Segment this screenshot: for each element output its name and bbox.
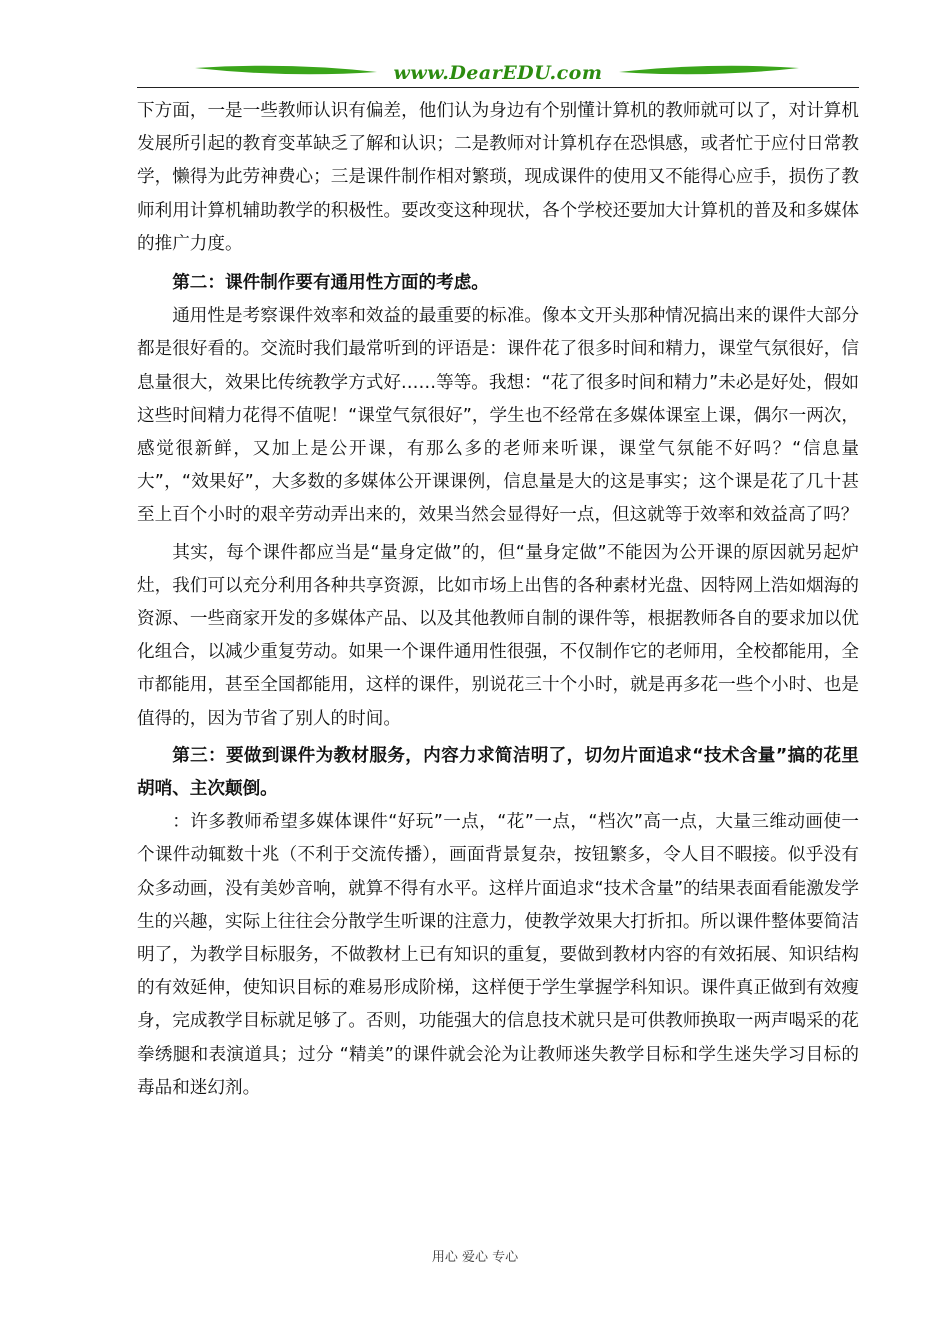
- header-divider: [137, 87, 859, 88]
- paragraph-2: 通用性是考察课件效率和效益的最重要的标准。像本文开头那种情况搞出来的课件大部分都是很好看的。交流时我们最常听到的评语是：课件花了很多时间和精力，课堂气氛很好，信息量很大，效果比传统教学方式好……等等。我想：“花了很多时间和精力”未必是好处，假如这些时间精力花得不值呢！“课堂气氛很好”，学生也不经常在多媒体课室上课，偶尔一两次，感觉很新鲜，又加上是公开课，有那么多的老师来听课，课堂气氛能不好吗？“信息量大”，“效果好”，大多数的多媒体公开课课例，信息量是大的这是事实；这个课是花了几十甚至上百个小时的艰辛劳动弄出来的，效果当然会显得好一点，但这就等于效率和效益高了吗？: [137, 306, 859, 526]
- paragraph-4: ：许多教师希望多媒体课件“好玩”一点，“花”一点，“档次”高一点，大量三维动画使一个课件动辄数十兆（不利于交流传播），画面背景复杂，按钮繁多，令人目不暇接。似乎没有众多动画，没有美妙音响，就算不得有水平。这样片面追求“技术含量”的结果表面看能激发学生的兴趣，实际上往往会分散学生听课的注意力，使教学效果大打折扣。所以课件整体要简洁明了，为教学目标服务，不做教材上已有知识的重复，要做到教材内容的有效拓展、知识结构的有效延伸，使知识目标的难易形成阶梯，这样便于学生掌握学科知识。课件真正做到有效瘦身，完成教学目标就足够了。否则，功能强大的信息技术就只是可供教师换取一两声喝采的花拳绣腿和表演道具；过分 “精美”的课件就会沦为让教师迷失教学目标和学生迷失学习目标的毒品和迷幻剂。: [137, 812, 859, 1098]
- page-footer: 用心 爱心 专心: [431, 1250, 519, 1265]
- section-heading-3: 第三：要做到课件为教材服务，内容力求简洁明了，切勿片面追求“技术含量”搞的花里胡哨、主次颠倒。: [137, 745, 859, 800]
- document-body: [137, 95, 859, 1105]
- section-heading-2: 第二：课件制作要有通用性方面的考虑。: [172, 273, 489, 294]
- paragraph-3: 其实，每个课件都应当是“量身定做”的，但“量身定做”不能因为公开课的原因就另起炉灶，我们可以充分利用各种共享资源，比如市场上出售的各种素材光盘、因特网上浩如烟海的资源、一些商家开发的多媒体产品、以及其他教师自制的课件等，根据教师各自的要求加以优化组合，以减少重复劳动。如果一个课件通用性很强，不仅制作它的老师用，全校都能用，全市都能用，甚至全国都能用，这样的课件，别说花三十个小时，就是再多花一些个小时、也是值得的，因为节省了别人的时间。: [137, 542, 859, 729]
- paragraph-1: 下方面，一是一些教师认识有偏差，他们认为身边有个别懂计算机的教师就可以了，对计算机发展所引起的教育变革缺乏了解和认识；二是教师对计算机存在恐惧感，或者忙于应付日常教学，懒得为此劳神费心；三是课件制作相对繁琐，现成课件的使用又不能得心应手，损伤了教师利用计算机辅助教学的积极性。要改变这种现状，各个学校还要加大计算机的普及和多媒体的推广力度。: [137, 101, 859, 254]
- page-header: [137, 52, 859, 94]
- site-logo-text: www.DearEDU.com: [393, 62, 603, 84]
